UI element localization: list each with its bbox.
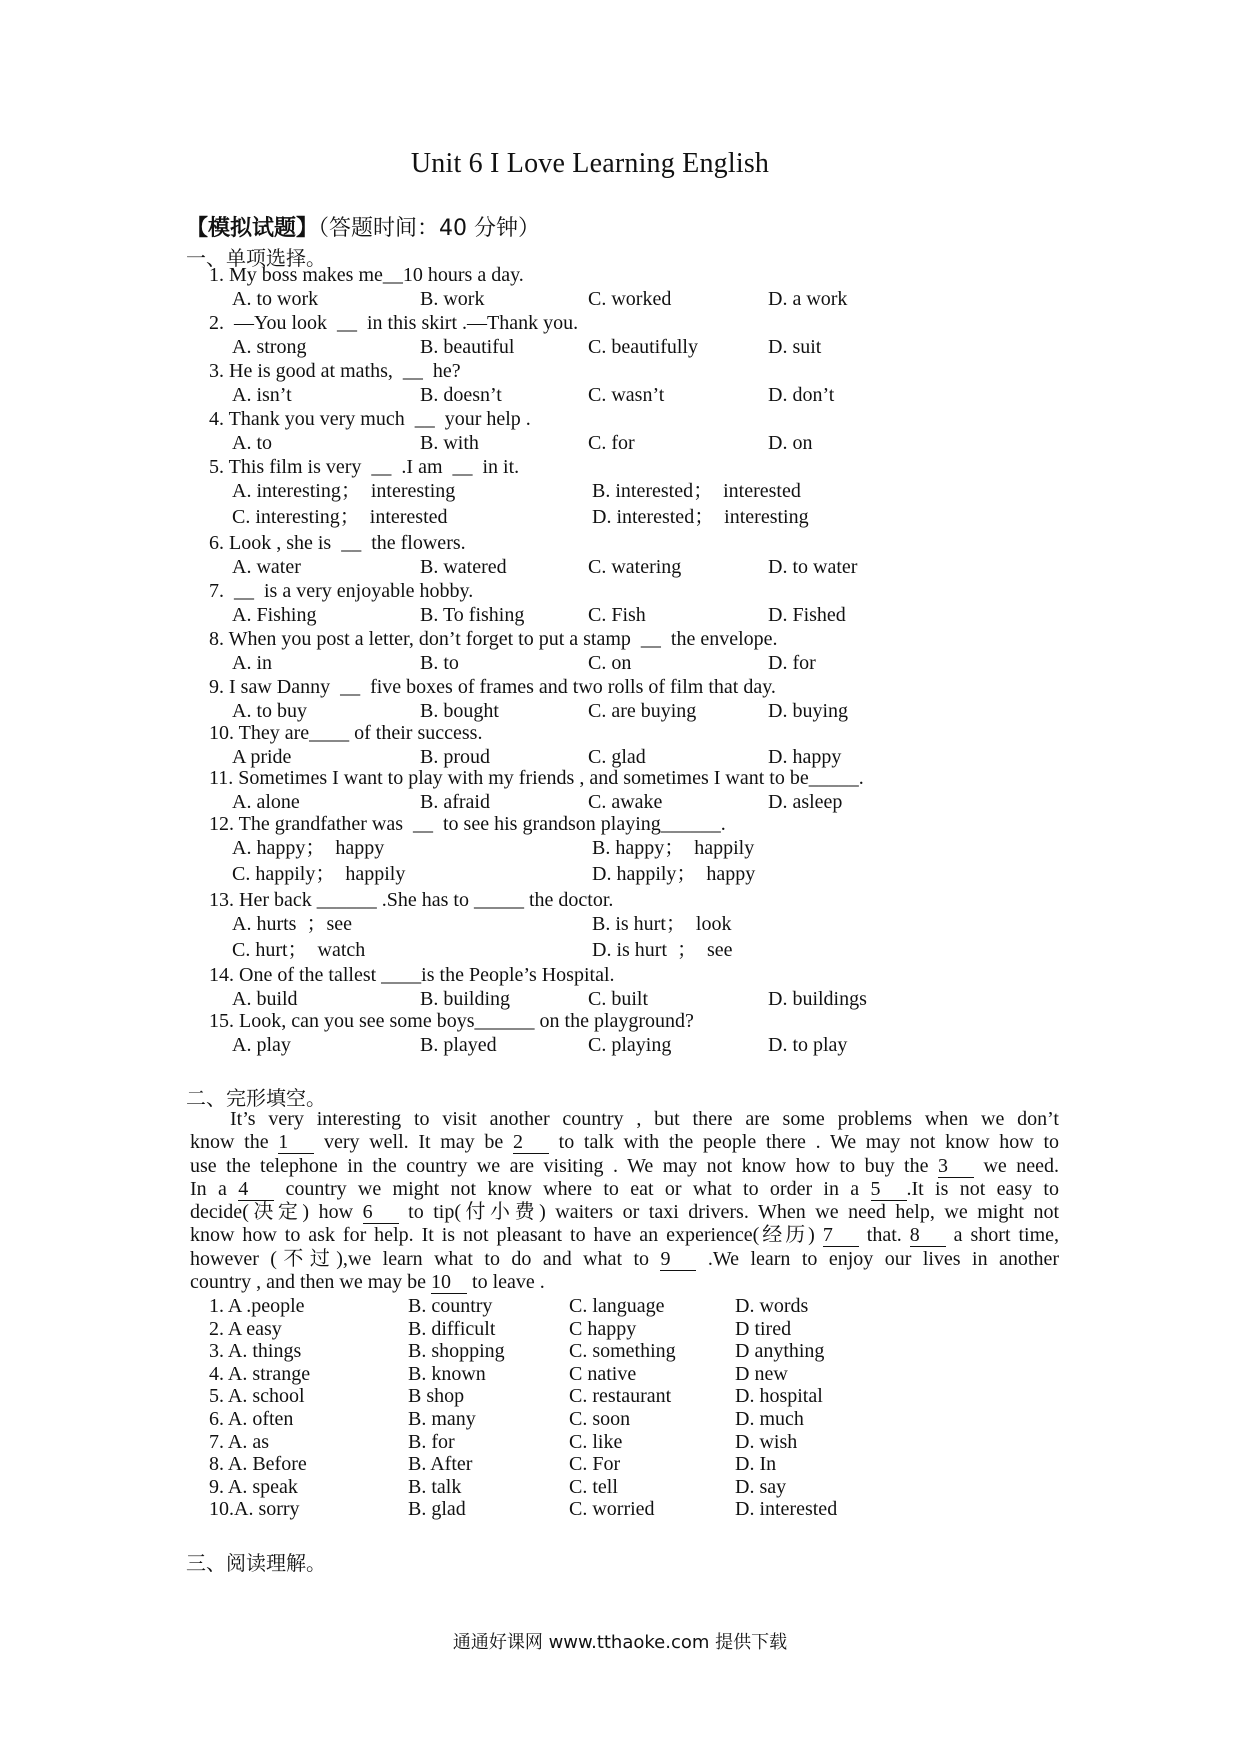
- question-2-option: B. beautiful: [420, 336, 515, 358]
- cloze-item-10-option: B. glad: [408, 1498, 466, 1521]
- cloze-item-7-option: B. for: [408, 1430, 455, 1453]
- cloze-item-4-option: C native: [569, 1362, 637, 1385]
- question-2-option: A. strong: [232, 336, 307, 358]
- passage-line: [190, 1271, 1059, 1294]
- page-title: Unit 6 I Love Learning English: [410, 148, 770, 179]
- question-6-option: A. water: [232, 556, 301, 578]
- question-14-option: D. buildings: [768, 988, 867, 1010]
- cloze-item-5-option: C. restaurant: [569, 1385, 672, 1408]
- question-3: 3. He is good at maths, __ he?: [209, 360, 461, 382]
- footer: 通通好课网 www.tthaoke.com 提供下载: [452, 1632, 788, 1653]
- question-9-option: B. bought: [420, 700, 499, 722]
- passage-line: [190, 1224, 1059, 1247]
- passage-text: country , and then we may be: [190, 1271, 432, 1294]
- passage-line: [190, 1201, 1059, 1224]
- question-12-option: A. happy； happy: [232, 837, 385, 859]
- question-10-option: D. happy: [768, 746, 842, 768]
- question-4-option: B. with: [420, 432, 479, 454]
- question-3-option: B. doesn’t: [420, 384, 502, 406]
- cloze-item-3-option: D anything: [735, 1340, 825, 1363]
- question-5-option: D. interested； interesting: [592, 506, 809, 528]
- question-6-option: D. to water: [768, 556, 858, 578]
- question-5-option: C. interesting； interested: [232, 506, 448, 528]
- cloze-item-8-option: D. In: [735, 1453, 777, 1476]
- question-13-option: D. is hurt ； see: [592, 939, 733, 961]
- passage-text: very well. It may be: [314, 1131, 513, 1154]
- cloze-item-6-option: C. soon: [569, 1408, 631, 1430]
- passage-text: we need.: [973, 1154, 1060, 1177]
- passage-text: decide(决定) how: [190, 1201, 363, 1224]
- cloze-item-2-option: B. difficult: [408, 1317, 496, 1340]
- question-15: 15. Look, can you see some boys______ on the playground?: [209, 1010, 694, 1032]
- cloze-item-4: 4. A. strange: [209, 1362, 311, 1385]
- cloze-item-7-option: D. wish: [735, 1430, 798, 1453]
- cloze-item-6-option: B. many: [408, 1408, 476, 1430]
- cloze-item-10-option: C. worried: [569, 1498, 655, 1521]
- question-10-option: B. proud: [420, 746, 490, 768]
- question-8-option: A. in: [232, 652, 272, 674]
- cloze-item-2: 2. A easy: [209, 1317, 282, 1340]
- question-14: 14. One of the tallest ____is the People’s Hospital.: [209, 964, 615, 986]
- question-14-option: C. built: [588, 988, 649, 1010]
- question-4-option: A. to: [232, 432, 272, 454]
- question-4: 4. Thank you very much __ your help .: [209, 408, 531, 430]
- cloze-item-2-option: C happy: [569, 1317, 637, 1340]
- question-10: 10. They are____ of their success.: [209, 722, 483, 744]
- cloze-blank-9[interactable]: 9: [660, 1249, 696, 1271]
- question-5-option: A. interesting； interesting: [232, 480, 456, 502]
- question-8-option: C. on: [588, 652, 632, 674]
- cloze-item-3: 3. A. things: [209, 1340, 302, 1363]
- question-15-option: B. played: [420, 1034, 497, 1056]
- passage-text: use the telephone in the country we are visiting . We may not know how to buy the: [190, 1154, 938, 1177]
- section-one-title: 一、单项选择。: [186, 246, 326, 270]
- question-11-option: A. alone: [232, 791, 300, 813]
- question-1-option: D. a work: [768, 288, 848, 310]
- question-11-option: C. awake: [588, 791, 663, 813]
- question-8-option: B. to: [420, 652, 459, 674]
- cloze-item-7: 7. A. as: [209, 1430, 269, 1453]
- cloze-item-6: 6. A. often: [209, 1408, 294, 1430]
- question-14-option: A. build: [232, 988, 298, 1010]
- passage-text: country we might not know where to eat or what to order in a: [274, 1177, 871, 1200]
- question-2-option: D. suit: [768, 336, 822, 358]
- cloze-blank-2[interactable]: 2: [513, 1132, 549, 1154]
- section-two-title: 二、完形填空。: [186, 1086, 326, 1110]
- question-1: 1. My boss makes me__10 hours a day.: [209, 264, 524, 286]
- cloze-item-9: 9. A. speak: [209, 1475, 298, 1498]
- question-13-option: C. hurt； watch: [232, 939, 366, 961]
- cloze-item-10: 10.A. sorry: [209, 1498, 300, 1521]
- cloze-blank-1[interactable]: 1: [278, 1132, 314, 1154]
- question-9-option: A. to buy: [232, 700, 307, 722]
- passage-text: to tip(付小费) waiters or taxi drivers. When we need help, we might not: [398, 1201, 1059, 1224]
- question-1-option: C. worked: [588, 288, 672, 310]
- question-5-option: B. interested； interested: [592, 480, 801, 502]
- cloze-passage: [190, 1108, 1059, 1294]
- cloze-item-8-option: B. After: [408, 1453, 473, 1476]
- question-13-option: A. hurts ；see: [232, 913, 352, 935]
- cloze-item-9-option: C. tell: [569, 1475, 618, 1498]
- question-6-option: B. watered: [420, 556, 507, 578]
- passage-text: to talk with the people there . We may not know how to: [548, 1131, 1059, 1154]
- question-11-option: B. afraid: [420, 791, 490, 813]
- question-8: 8. When you post a letter, don’t forget to put a stamp __ the envelope.: [209, 628, 778, 650]
- passage-text: .We learn to enjoy our lives in another: [696, 1247, 1059, 1270]
- question-13-option: B. is hurt； look: [592, 913, 732, 935]
- question-3-option: C. wasn’t: [588, 384, 665, 406]
- cloze-item-1-option: C. language: [569, 1295, 665, 1317]
- passage-text: to leave .: [467, 1271, 545, 1294]
- question-7-option: C. Fish: [588, 604, 646, 626]
- cloze-item-5-option: B shop: [408, 1385, 465, 1408]
- cloze-item-1-option: D. words: [735, 1295, 809, 1317]
- question-14-option: B. building: [420, 988, 511, 1010]
- passage-text: In a: [190, 1177, 239, 1200]
- passage-text: that.: [858, 1224, 910, 1247]
- passage-text: a short time,: [945, 1224, 1059, 1247]
- question-5: 5. This film is very __ .I am __ in it.: [209, 456, 520, 478]
- cloze-item-1-option: B. country: [408, 1295, 493, 1317]
- question-2: 2. —You look __ in this skirt .—Thank you.: [209, 312, 579, 334]
- question-7: 7. __ is a very enjoyable hobby.: [209, 580, 474, 602]
- question-6: 6. Look , she is __ the flowers.: [209, 532, 466, 554]
- heading-label: 【模拟试题】: [186, 216, 319, 241]
- passage-line: [190, 1178, 1059, 1201]
- question-10-option: C. glad: [588, 746, 646, 768]
- cloze-item-8: 8. A. Before: [209, 1453, 307, 1476]
- cloze-blank-10[interactable]: 10: [431, 1272, 467, 1294]
- cloze-item-8-option: C. For: [569, 1453, 621, 1476]
- cloze-blank-5[interactable]: 5: [871, 1179, 907, 1201]
- cloze-item-6-option: D. much: [735, 1408, 804, 1430]
- question-15-option: A. play: [232, 1034, 291, 1056]
- exam-heading: [186, 211, 540, 242]
- question-7-option: B. To fishing: [420, 604, 525, 626]
- passage-line: [190, 1108, 1059, 1131]
- question-4-option: C. for: [588, 432, 635, 454]
- passage-text: know how to ask for help. It is not pleasant to have an experience(经历): [190, 1224, 823, 1247]
- question-1-option: A. to work: [232, 288, 319, 310]
- question-2-option: C. beautifully: [588, 336, 698, 358]
- question-4-option: D. on: [768, 432, 813, 454]
- cloze-blank-6[interactable]: 6: [363, 1202, 399, 1224]
- passage-text: know the: [190, 1131, 279, 1154]
- passage-text: however (不过),we learn what to do and what to: [190, 1247, 661, 1270]
- question-15-option: C. playing: [588, 1034, 672, 1056]
- cloze-blank-7[interactable]: 7: [823, 1225, 859, 1247]
- passage-line: [190, 1155, 1059, 1178]
- question-7-option: A. Fishing: [232, 604, 317, 626]
- question-3-option: A. isn’t: [232, 384, 292, 406]
- question-6-option: C. watering: [588, 556, 682, 578]
- question-9-option: C. are buying: [588, 700, 697, 722]
- cloze-item-4-option: D new: [735, 1362, 788, 1385]
- cloze-item-5-option: D. hospital: [735, 1385, 823, 1408]
- cloze-item-2-option: D tired: [735, 1317, 792, 1340]
- question-12-option: B. happy； happily: [592, 837, 755, 859]
- cloze-item-7-option: C. like: [569, 1430, 623, 1453]
- section-three-title: 三、阅读理解。: [186, 1551, 326, 1575]
- passage-line: [190, 1131, 1059, 1154]
- question-13: 13. Her back ______ .She has to _____ the doctor.: [209, 889, 614, 911]
- cloze-blank-3[interactable]: 3: [938, 1156, 974, 1178]
- question-11: 11. Sometimes I want to play with my friends , and sometimes I want to be_____.: [209, 767, 864, 789]
- question-12-option: C. happily； happily: [232, 863, 406, 885]
- cloze-item-4-option: B. known: [408, 1362, 486, 1385]
- question-11-option: D. asleep: [768, 791, 843, 813]
- cloze-item-3-option: C. something: [569, 1340, 676, 1363]
- cloze-item-9-option: B. talk: [408, 1475, 462, 1498]
- cloze-item-1: 1. A .people: [209, 1295, 305, 1317]
- cloze-blank-4[interactable]: 4: [238, 1179, 274, 1201]
- question-12-option: D. happily； happy: [592, 863, 756, 885]
- heading-time: （答题时间：40 分钟）: [318, 216, 541, 241]
- passage-text: .It is not easy to: [906, 1177, 1059, 1200]
- question-8-option: D. for: [768, 652, 816, 674]
- question-1-option: B. work: [420, 288, 485, 310]
- cloze-item-3-option: B. shopping: [408, 1340, 505, 1363]
- question-9: 9. I saw Danny __ five boxes of frames and two rolls of film that day.: [209, 676, 776, 698]
- question-3-option: D. don’t: [768, 384, 835, 406]
- passage-text: It’s very interesting to visit another country , but there are some problems when we don’t: [230, 1108, 1059, 1130]
- cloze-item-9-option: D. say: [735, 1475, 787, 1498]
- question-7-option: D. Fished: [768, 604, 846, 626]
- passage-line: [190, 1248, 1059, 1271]
- cloze-blank-8[interactable]: 8: [910, 1225, 946, 1247]
- question-10-option: A pride: [232, 746, 292, 768]
- question-15-option: D. to play: [768, 1034, 848, 1056]
- cloze-item-5: 5. A. school: [209, 1385, 305, 1408]
- cloze-item-10-option: D. interested: [735, 1498, 838, 1521]
- question-9-option: D. buying: [768, 700, 848, 722]
- question-12: 12. The grandfather was __ to see his grandson playing______.: [209, 813, 726, 835]
